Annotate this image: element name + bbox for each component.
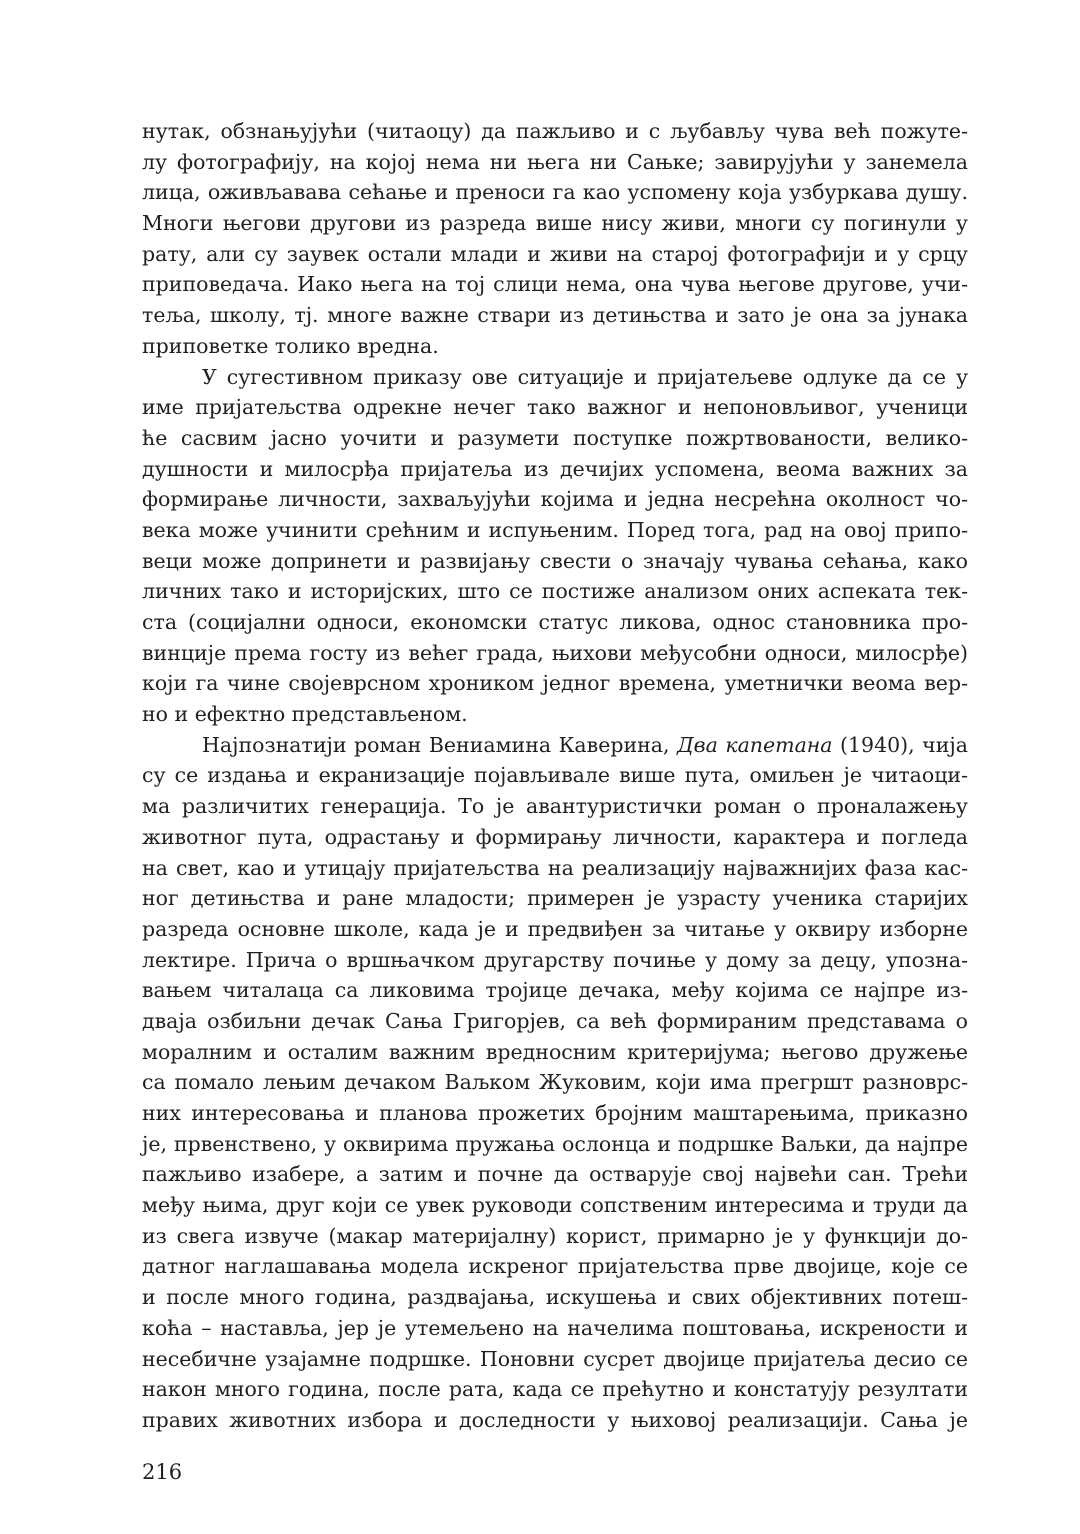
page-number: 216 [142, 1460, 183, 1484]
text-line: приповедача. Иако њега на тој слици нема, она чува његове другове, учи- [142, 272, 968, 297]
text-line: датног наглашавања модела искреног пријатељства прве двојице, које се [142, 1254, 968, 1279]
paragraph-1 [142, 116, 968, 362]
text-line: личних тако и историјских, што се постиже анализом оних аспеката тек- [142, 579, 968, 604]
text-line: лица, оживљавава сећање и преноси га као успомену која узбуркава душу. [142, 180, 968, 205]
text-line: винције према госту из већег града, њихови међусобни односи, милосрђе) [142, 640, 968, 665]
text-line: ма различитих генерација. То је авантуристички роман о проналажењу [142, 794, 968, 819]
text-line: који га чине својеврсном хроником једног времена, уметнички веома вер- [142, 671, 968, 696]
text-line: је, првенствено, у оквирима пружања ослонца и подршке Ваљки, да најпре [142, 1131, 968, 1156]
text-line: на свет, као и утицају пријатељства на реализацију најважнијих фаза кас- [142, 855, 968, 880]
text-line: пажљиво изабере, а затим и почне да остварује свој највећи сан. Трећи [142, 1162, 968, 1187]
text-line: ста (социјални односи, економски статус ликова, однос становника про- [142, 610, 968, 634]
text-line: приповетке толико вредна. [142, 333, 439, 358]
text-line: рату, али су заувек остали млади и живи на старој фотографији и у срцу [142, 241, 968, 266]
text-line: душности и милосрђа пријатеља из дечијих успомена, веома важних за [142, 456, 968, 481]
text-line: Многи његови другови из разреда више нису живи, многи су погинули у [142, 211, 968, 236]
text-line: века може учинити срећним и испуњеним. Поред тога, рад на овој припо- [142, 517, 968, 542]
text-line: животног пута, одрастању и формирању личности, карактера и погледа [142, 824, 968, 849]
text-line: У сугестивном приказу ове ситуације и пријатељеве одлуке да се у [202, 364, 968, 389]
text-line: разреда основне школе, када је и предвиђен за читање у оквиру изборне [142, 916, 968, 941]
text-line: коћа – наставља, јер је утемељено на начелима поштовања, искрености и [142, 1315, 968, 1340]
text-line: након много година, после рата, када се прећутно и констатују резултати [142, 1377, 968, 1402]
text-line: но и ефектно представљеном. [142, 702, 468, 727]
text-line: лектире. Прича о вршњачком другарству почиње у дому за децу, упозна- [142, 947, 968, 972]
text-line: веци може допринети и развијању свести о значају чувања сећања, како [142, 548, 968, 573]
paragraph-3 [142, 730, 968, 1436]
text-line: међу њима, друг који се увек руководи сопственим интересима и труди да [142, 1193, 968, 1218]
text-line: су се издања и екранизације појављивале више пута, омиљен је читаоци- [142, 763, 968, 788]
text-line: моралним и осталим важним вредносним критеријума; његово дружење [142, 1039, 968, 1064]
text-line: несебичне узајамне подршке. Поновни сусрет двојице пријатеља десио се [142, 1346, 968, 1371]
text-line: нутак, обзнањујући (читаоцу) да пажљиво и с љубављу чува већ пожуте- [142, 119, 968, 143]
paragraph-2 [142, 362, 968, 730]
text-line: ног детињства и ране младости; примерен је узрасту ученика старијих [142, 886, 968, 911]
text-line: из свега извуче (макар материјалну) корист, примарно је у функцији до- [142, 1223, 968, 1248]
text-line: формирање личности, захваљујући којима и једна несрећна околност чо- [142, 487, 968, 512]
text-line: и после много година, раздвајања, искушења и свих објективних потеш- [142, 1285, 968, 1310]
text-line: теља, школу, тј. многе важне ствари из детињства и зато је она за јунака [142, 303, 968, 328]
text-line [142, 730, 968, 761]
text-line: име пријатељства одрекне нечег тако важног и непоновљивог, ученици [142, 395, 968, 420]
text-line: дваја озбиљни дечак Сања Григорјев, са већ формираним представама о [142, 1008, 968, 1033]
text-run: (1940), чија [832, 732, 968, 757]
text-line: них интересовања и планова прожетих бројним маштарењима, приказно [142, 1101, 968, 1125]
text-line: ће сасвим јасно уочити и разумети поступке пожртвованости, велико- [142, 425, 968, 450]
text-line: правих животних избора и доследности у њиховој реализацији. Сања је [142, 1407, 968, 1432]
body-text [142, 116, 968, 1436]
book-title: Два капетана [677, 732, 833, 757]
text-run: Најпознатији роман Вениамина Каверина, [202, 732, 678, 757]
text-line: са помало лењим дечаком Ваљком Жуковим, који има прегршт разноврс- [142, 1070, 968, 1095]
text-line: лу фотографију, на којој нема ни њега ни Сањке; завирујући у занемела [142, 149, 968, 174]
text-line: вањем читалаца са ликовима тројице дечака, међу којима се најпре из- [142, 978, 968, 1003]
